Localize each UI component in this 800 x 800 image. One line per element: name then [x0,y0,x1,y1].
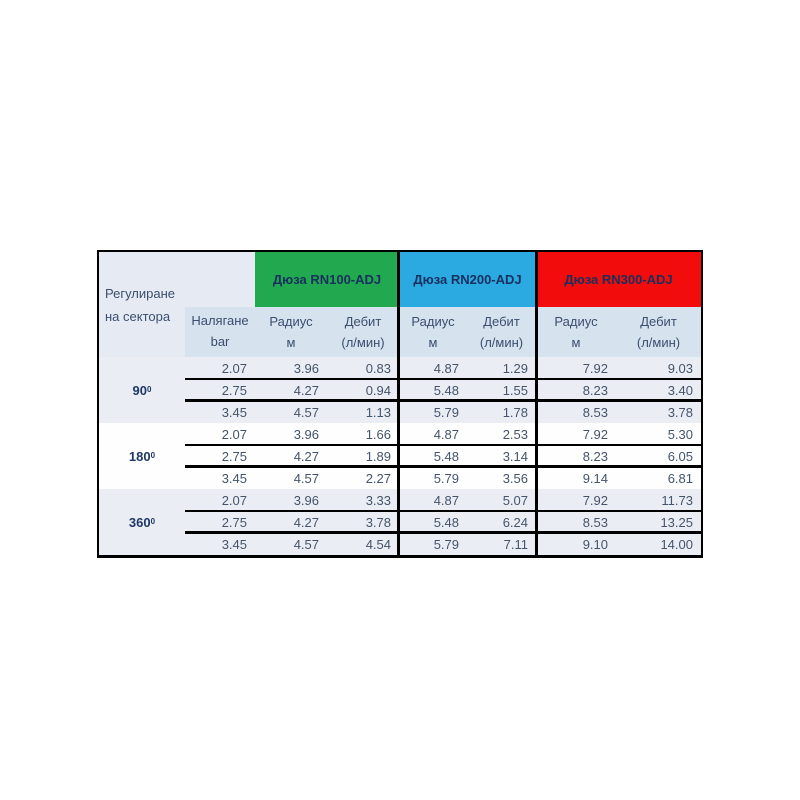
sector-header-cell [99,252,185,357]
rn300-flow-cell: 14.00 [616,533,701,555]
nozzle-header-rn200: Дюза RN200-ADJ [399,252,536,307]
rn200-radius-cell: 5.48 [399,511,467,533]
subheader-radius [255,307,327,357]
rn300-flow-cell: 6.05 [616,445,701,467]
subheader-flow [327,307,399,357]
flow-unit: (л/мин) [341,335,385,350]
rn200-radius-cell: 5.79 [399,467,467,489]
sector-180-value: 180 [128,448,151,464]
rn100-flow-cell: 1.89 [327,445,399,467]
flow-label: Дебит [344,314,382,329]
pressure-cell: 3.45 [185,401,255,423]
pressure-cell: 2.75 [185,379,255,401]
rn300-flow-cell: 9.03 [616,357,701,379]
flow-unit: (л/мин) [479,335,524,350]
pressure-cell: 3.45 [185,467,255,489]
rn100-flow-cell: 4.54 [327,533,399,555]
pressure-cell: 2.07 [185,357,255,379]
rn100-flow-cell: 3.33 [327,489,399,511]
rn200-flow-cell: 1.55 [467,379,536,401]
sector-header-line1: Регулиране [105,285,176,301]
rn300-flow-cell: 13.25 [616,511,701,533]
rn300-radius-cell: 8.53 [536,401,616,423]
rn300-flow-cell: 11.73 [616,489,701,511]
rn200-flow-cell: 6.24 [467,511,536,533]
pressure-cell: 3.45 [185,533,255,555]
flow-label: Дебит [640,314,677,329]
rn100-flow-cell: 0.83 [327,357,399,379]
sector-90-value: 90 [132,382,147,398]
rn300-radius-cell: 8.53 [536,511,616,533]
flow-unit: (л/мин) [636,335,681,350]
rn300-radius-cell: 9.10 [536,533,616,555]
radius-unit: м [286,335,296,350]
rn100-radius-cell: 4.57 [255,533,327,555]
sector-header-line2: на сектора [105,308,171,324]
rn300-radius-cell: 7.92 [536,423,616,445]
rn200-flow-cell: 1.29 [467,357,536,379]
rn100-flow-cell: 3.78 [327,511,399,533]
subheader-radius [536,307,616,357]
subheader-flow [467,307,536,357]
radius-label: Радиус [554,314,598,329]
pressure-cell: 2.07 [185,489,255,511]
rn100-radius-cell: 4.57 [255,401,327,423]
rn100-radius-cell: 3.96 [255,423,327,445]
rn100-radius-cell: 4.27 [255,379,327,401]
rn200-flow-cell: 2.53 [467,423,536,445]
rn200-flow-cell: 5.07 [467,489,536,511]
rn100-radius-cell: 3.96 [255,489,327,511]
subheader-radius [399,307,467,357]
sector-360: 360 0 [99,489,185,555]
pressure-header-cell [185,252,255,357]
sector-180: 180 0 [99,423,185,489]
pressure-header-line2: bar [210,334,230,349]
radius-unit: м [571,335,581,350]
nozzle-header-rn100: Дюза RN100-ADJ [255,252,399,307]
rn200-radius-cell: 5.48 [399,445,467,467]
radius-label: Радиус [269,314,313,329]
rn300-radius-cell: 8.23 [536,445,616,467]
pressure-cell: 2.75 [185,445,255,467]
nozzle-header-rn300: Дюза RN300-ADJ [536,252,701,307]
rn300-flow-cell: 6.81 [616,467,701,489]
sector-90: 90 0 [99,357,185,423]
rn100-radius-cell: 4.27 [255,445,327,467]
rn300-radius-cell: 8.23 [536,379,616,401]
flow-label: Дебит [483,314,520,329]
rn100-flow-cell: 0.94 [327,379,399,401]
rn300-flow-cell: 5.30 [616,423,701,445]
pressure-header-line1: Налягане [191,313,249,328]
rn300-radius-cell: 7.92 [536,357,616,379]
pressure-cell: 2.07 [185,423,255,445]
nozzle-spec-table [97,250,703,558]
pressure-cell: 2.75 [185,511,255,533]
rn100-flow-cell: 1.13 [327,401,399,423]
rn100-radius-cell: 3.96 [255,357,327,379]
rn200-radius-cell: 4.87 [399,489,467,511]
rn200-radius-cell: 4.87 [399,423,467,445]
rn200-radius-cell: 5.79 [399,533,467,555]
rn300-flow-cell: 3.40 [616,379,701,401]
rn300-flow-cell: 3.78 [616,401,701,423]
radius-label: Радиус [411,314,455,329]
rn100-radius-cell: 4.57 [255,467,327,489]
rn300-radius-cell: 9.14 [536,467,616,489]
rn200-radius-cell: 4.87 [399,357,467,379]
rn100-flow-cell: 2.27 [327,467,399,489]
radius-unit: м [428,335,438,350]
rn200-flow-cell: 1.78 [467,401,536,423]
rn200-flow-cell: 3.56 [467,467,536,489]
rn100-radius-cell: 4.27 [255,511,327,533]
sector-360-value: 360 [128,514,151,530]
rn200-flow-cell: 7.11 [467,533,536,555]
rn300-radius-cell: 7.92 [536,489,616,511]
rn200-flow-cell: 3.14 [467,445,536,467]
rn200-radius-cell: 5.79 [399,401,467,423]
rn200-radius-cell: 5.48 [399,379,467,401]
subheader-flow [616,307,701,357]
rn100-flow-cell: 1.66 [327,423,399,445]
